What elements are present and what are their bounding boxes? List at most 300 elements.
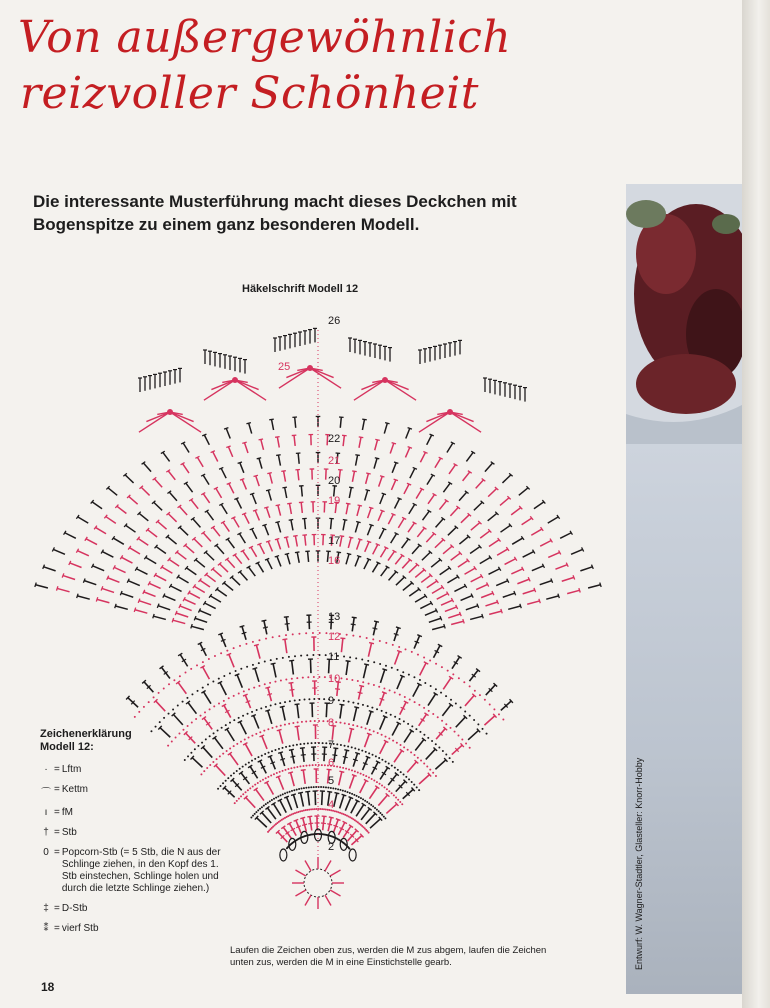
stitch-mark [408, 523, 415, 532]
chain-mark [290, 767, 292, 769]
stitch-mark [289, 689, 294, 690]
chain-mark [377, 732, 379, 734]
chain-mark [297, 721, 299, 723]
chain-mark [334, 810, 336, 812]
chain-mark [314, 808, 316, 810]
stitch-mark [261, 620, 266, 621]
chain-mark [324, 764, 326, 766]
stitch-mark [57, 588, 69, 591]
stitch-mark [429, 618, 441, 622]
stitch-mark [251, 715, 256, 717]
chain-mark [254, 758, 256, 760]
chain-mark [168, 713, 170, 715]
stitch-mark [380, 741, 386, 753]
stitch-mark [256, 789, 264, 800]
stitch-mark [412, 545, 420, 554]
chain-mark [445, 754, 447, 756]
flower-photo [626, 184, 744, 444]
stitch-mark [156, 547, 166, 554]
chain-mark [376, 781, 378, 783]
chain-mark [384, 817, 386, 819]
stitch-mark [77, 551, 88, 556]
stitch-mark [520, 604, 521, 608]
chain-mark [339, 766, 341, 768]
chain-mark [291, 790, 293, 792]
chain-mark [228, 697, 230, 699]
chain-mark [374, 807, 376, 809]
stitch-mark [164, 596, 176, 601]
chain-mark [264, 683, 266, 685]
stitch-mark [362, 419, 364, 430]
stitch-mark [382, 493, 386, 494]
chain-mark [306, 654, 308, 656]
chain-mark [391, 792, 393, 794]
stitch-mark [443, 678, 451, 690]
chain-mark [360, 773, 362, 775]
legend-text: vierf Stb [61, 923, 99, 934]
chain-mark [273, 798, 275, 800]
chain-mark [394, 716, 396, 718]
chain-mark [305, 809, 307, 811]
stitch-mark [369, 787, 377, 799]
stitch-mark [261, 439, 264, 449]
stitch-mark [373, 545, 378, 555]
shell-mark [235, 380, 266, 400]
chain-mark [258, 662, 260, 664]
chain-mark [284, 724, 286, 726]
stitch-mark [238, 462, 242, 463]
stitch-mark [295, 536, 297, 547]
legend-text: D-Stb [61, 903, 88, 914]
chain-mark [482, 728, 484, 730]
chain-mark [351, 746, 353, 748]
chain-mark [236, 743, 238, 745]
stitch-mark [523, 552, 534, 558]
stitch-mark [340, 638, 345, 639]
row-number: 12 [328, 631, 341, 643]
chain-mark [321, 808, 323, 810]
chain-mark [251, 760, 253, 762]
stitch-mark [243, 551, 249, 560]
stitch-mark [551, 578, 553, 582]
chain-mark [339, 812, 341, 814]
stitch-mark [267, 782, 274, 794]
chain-mark [379, 783, 381, 785]
stitch-mark [282, 639, 287, 640]
stitch-mark [170, 586, 181, 592]
stitch-mark [334, 793, 339, 794]
stitch-mark [168, 471, 175, 480]
chain-mark [315, 764, 317, 766]
chain-mark [267, 831, 269, 833]
stitch-mark [375, 439, 379, 440]
chain-mark [312, 632, 314, 634]
stitch-mark [511, 569, 522, 574]
chain-mark [267, 802, 269, 804]
stitch-mark [295, 704, 300, 705]
stitch-mark [255, 510, 259, 520]
chain-mark [293, 789, 295, 791]
chain-mark [413, 754, 415, 756]
stitch-mark [380, 670, 384, 683]
stitch-mark [221, 468, 226, 478]
shell-mark [450, 412, 481, 432]
stitch-mark [240, 572, 248, 581]
chain-mark [379, 640, 381, 642]
stitch-mark [294, 435, 295, 446]
stitch-mark [153, 614, 154, 618]
stitch-mark [534, 588, 536, 592]
stitch-mark [459, 536, 468, 544]
chain-mark [381, 814, 383, 816]
stitch-mark [420, 663, 426, 675]
chain-mark [378, 757, 380, 759]
legend-text: Popcorn-Stb (= 5 Stb, die N aus der Schlinge ziehen, in den Kopf des 1. Stb einstechen, Schlinge holen und durch die letzte Schlinge ziehen.) [61, 847, 221, 894]
chain-mark [347, 791, 349, 793]
shell-mark [382, 377, 388, 383]
stitch-mark [289, 503, 291, 514]
stitch-mark [172, 618, 173, 622]
stitch-mark [358, 692, 363, 693]
stitch-mark [374, 458, 377, 468]
stitch-mark [265, 525, 269, 535]
stitch-mark [267, 559, 272, 569]
chain-mark [365, 728, 367, 730]
stitch-mark [279, 730, 283, 744]
chain-mark [264, 661, 266, 663]
shell-mark [139, 412, 170, 432]
chain-mark [376, 708, 378, 710]
chain-mark [375, 755, 377, 757]
stitch-mark [435, 760, 445, 769]
chain-mark [340, 744, 342, 746]
stitch-mark [367, 733, 372, 735]
chain-mark [319, 654, 321, 656]
chain-mark [423, 707, 425, 709]
chain-mark [134, 716, 136, 718]
chain-mark [275, 797, 277, 799]
stitch-mark [135, 610, 147, 613]
chain-mark [313, 786, 315, 788]
stitch-mark [514, 591, 516, 595]
stitch-mark [240, 463, 244, 473]
stitch-mark [407, 762, 416, 773]
chain-mark [294, 812, 296, 814]
stitch-mark [146, 557, 157, 563]
stitch-mark [396, 627, 401, 629]
chain-mark [268, 752, 270, 754]
stitch-mark [327, 769, 332, 770]
stitch-mark [357, 539, 361, 549]
chain-mark [411, 781, 413, 783]
stitch-mark [216, 545, 224, 554]
stitch-mark [346, 504, 348, 515]
chain-mark [225, 724, 227, 726]
stitch-mark [426, 749, 436, 759]
row-number: 8 [328, 717, 335, 729]
chain-mark [341, 812, 343, 814]
stitch-mark [349, 797, 354, 799]
stitch-mark [266, 507, 269, 517]
stitch-mark [540, 541, 551, 547]
stitch-mark [234, 498, 238, 500]
chain-mark [413, 676, 415, 678]
chain-mark [301, 721, 303, 723]
stitch-mark [421, 575, 431, 582]
chain-mark [317, 808, 319, 810]
stitch-mark [114, 567, 125, 572]
chain-mark [381, 759, 383, 761]
stitch-mark [148, 530, 158, 537]
stitch-mark [523, 590, 535, 594]
chain-mark [284, 701, 286, 703]
chain-mark [244, 739, 246, 741]
chain-mark [343, 813, 345, 815]
stitch-mark [242, 442, 246, 443]
stitch-mark [397, 650, 402, 652]
chain-mark [502, 718, 504, 720]
chain-mark [262, 779, 264, 781]
chain-mark [418, 704, 420, 706]
chain-mark [312, 654, 314, 656]
chain-mark [427, 737, 429, 739]
stitch-mark [186, 568, 196, 575]
chain-mark [445, 723, 447, 725]
stitch-mark [83, 578, 85, 582]
stitch-mark [78, 517, 89, 523]
stitch-mark [267, 694, 272, 695]
shell-mark [310, 368, 341, 388]
stitch-mark [284, 471, 286, 482]
stitch-mark [482, 614, 483, 618]
stitch-mark [383, 716, 388, 718]
stitch-mark [227, 653, 232, 655]
stitch-mark [308, 823, 313, 824]
stitch-mark [44, 567, 56, 571]
chain-mark [240, 741, 242, 743]
stitch-mark [185, 545, 194, 553]
legend-item: 0 = Popcorn-Stb (= 5 Stb, die N aus der Schlinge ziehen, in den Kopf des 1. Stb einstechen, Schlinge holen und durch die letzte Schlinge ziehen.) [40, 847, 230, 895]
stitch-mark [265, 687, 270, 688]
chain-mark [325, 654, 327, 656]
stitch-mark [291, 520, 293, 531]
shell-mark [419, 412, 450, 432]
chain-mark [365, 751, 367, 753]
stitch-mark [245, 744, 252, 756]
stitch-mark [115, 606, 127, 609]
stitch-mark [351, 624, 356, 625]
chain-mark [276, 772, 278, 774]
chain-mark [368, 802, 370, 804]
stitch-mark [303, 770, 305, 784]
chain-mark [288, 656, 290, 658]
stitch-mark [466, 452, 473, 461]
chain-mark [310, 808, 312, 810]
chain-mark [274, 681, 276, 683]
stitch-mark [443, 483, 450, 492]
stitch-mark [397, 498, 401, 500]
stitch-mark [36, 585, 48, 588]
chain-mark [238, 693, 240, 695]
stitch-mark [275, 437, 280, 438]
stitch-mark [531, 529, 542, 535]
shell-mark [385, 380, 416, 400]
stitch-mark [353, 759, 358, 761]
stitch-mark [285, 624, 290, 625]
row-number: 13 [328, 611, 341, 623]
chain-mark [393, 794, 395, 796]
stitch-mark [365, 542, 369, 552]
stitch-mark [273, 804, 280, 816]
chain-mark [307, 742, 309, 744]
stitch-mark [423, 452, 427, 454]
chain-mark [265, 803, 267, 805]
row-number: 9 [328, 695, 335, 707]
stitch-mark [154, 479, 162, 488]
stitch-mark [194, 539, 202, 547]
chain-mark [269, 682, 271, 684]
chain-mark [296, 744, 298, 746]
stitch-mark [280, 706, 285, 707]
chain-mark [435, 688, 437, 690]
stitch-mark [203, 667, 210, 679]
chain-mark [408, 778, 410, 780]
stitch-mark [355, 752, 360, 754]
stitch-mark [409, 565, 417, 573]
chain-mark [469, 715, 471, 717]
chain-mark [282, 770, 284, 772]
stitch-mark [540, 581, 552, 585]
chain-mark [269, 800, 271, 802]
chain-mark [447, 670, 449, 672]
chain-mark [273, 773, 275, 775]
stitch-mark [243, 694, 248, 696]
stitch-mark [395, 555, 402, 564]
stitch-mark [340, 705, 342, 719]
stitch-mark [144, 592, 156, 597]
chain-mark [384, 786, 386, 788]
stitch-mark [357, 556, 361, 557]
chain-mark [280, 725, 282, 727]
stitch-mark [366, 756, 371, 758]
chain-mark [297, 811, 299, 813]
shell-mark [170, 412, 201, 432]
popcorn-stitch-icon: 0 [43, 847, 49, 858]
row-number: 25 [278, 361, 291, 373]
stitch-mark [413, 467, 417, 469]
stitch-mark [379, 529, 384, 539]
stitch-mark [96, 597, 97, 601]
stitch-mark [322, 791, 323, 805]
stitch-mark [287, 554, 290, 564]
stitch-mark [391, 513, 395, 515]
chain-mark [302, 765, 304, 767]
chain-mark [479, 694, 481, 696]
stitch-mark [340, 536, 345, 537]
stitch-mark [571, 549, 583, 554]
chain-mark [344, 745, 346, 747]
stitch-mark [322, 816, 327, 817]
stitch-mark [155, 575, 166, 581]
chain-mark [413, 784, 415, 786]
stitch-mark [268, 711, 272, 724]
chain-mark [465, 743, 467, 745]
stitch-mark [511, 508, 521, 515]
stitch-mark [276, 776, 281, 778]
chain-mark [282, 747, 284, 749]
stitch-mark [194, 616, 196, 620]
chain-mark [260, 707, 262, 709]
chain-mark [323, 698, 325, 700]
stitch-mark [149, 583, 160, 588]
stitch-mark [246, 423, 250, 424]
chain-mark [312, 808, 314, 810]
stitch-mark [351, 801, 358, 813]
stitch-mark [356, 805, 364, 817]
stitch-mark [200, 580, 210, 587]
stitch-mark [325, 895, 331, 905]
stitch-mark [62, 573, 64, 577]
chain-mark [431, 740, 433, 742]
chain-mark [388, 790, 390, 792]
chain-mark [277, 795, 279, 797]
stitch-mark [340, 417, 341, 428]
chain-mark [267, 776, 269, 778]
chain-mark [322, 742, 324, 744]
chain-mark [445, 695, 447, 697]
stitch-mark [173, 714, 182, 724]
chain-mark [349, 792, 351, 794]
stitch-mark [416, 489, 422, 499]
chain-mark [362, 704, 364, 706]
stitch-mark [476, 480, 484, 489]
chain-mark [441, 720, 443, 722]
chain-mark [409, 699, 411, 701]
chain-mark [255, 733, 257, 735]
chain-mark [401, 803, 403, 805]
stitch-mark [178, 577, 189, 583]
stitch-mark [359, 685, 364, 686]
stitch-mark [339, 772, 342, 786]
stitch-mark [156, 701, 166, 711]
chain-mark [429, 660, 431, 662]
chain-mark [233, 719, 235, 721]
stitch-mark [277, 729, 282, 730]
stitch-mark [282, 707, 285, 721]
shell-mark [204, 380, 235, 400]
stitch-mark [204, 435, 209, 445]
stitch-mark [252, 668, 257, 669]
quadruple-treble-icon: ⁑ [43, 923, 49, 934]
chain-mark [233, 695, 235, 697]
stitch-mark [359, 437, 364, 438]
chain-mark [258, 685, 260, 687]
chain-mark [342, 767, 344, 769]
stitch-mark [235, 555, 242, 564]
chain-mark [369, 729, 371, 731]
chain-mark [391, 667, 393, 669]
stitch-mark [233, 518, 239, 528]
stitch-mark [115, 604, 116, 608]
chain-mark [271, 727, 273, 729]
chain-mark [396, 742, 398, 744]
chain-mark [399, 718, 401, 720]
stitch-mark [341, 638, 342, 652]
stitch-mark [489, 569, 500, 575]
chain-mark [319, 808, 321, 810]
stitch-mark [500, 525, 510, 532]
chain-mark [233, 647, 235, 649]
